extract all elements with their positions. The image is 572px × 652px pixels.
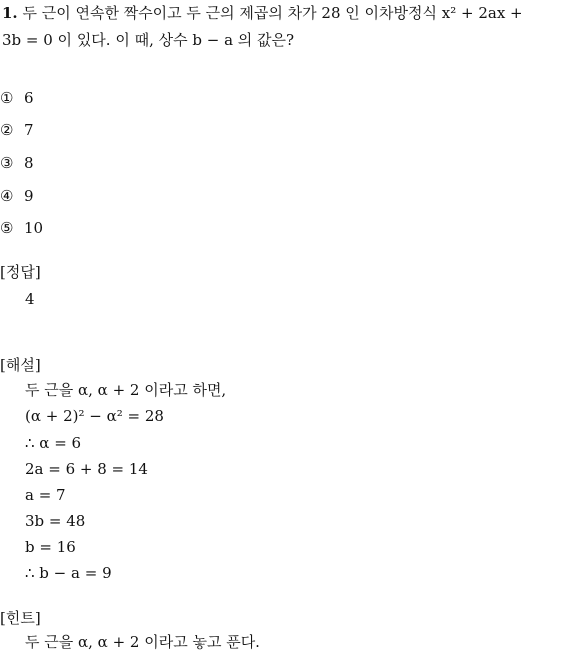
choice-2[interactable] [0, 120, 34, 140]
answer-value: 4 [25, 290, 35, 308]
explanation-line-3: ∴ α = 6 [25, 434, 82, 452]
explanation-line-2: (α + 2)² − α² = 28 [25, 407, 164, 425]
choice-mark-5: ⑤ [0, 219, 14, 237]
choice-mark-4: ④ [0, 187, 14, 205]
choice-1[interactable] [0, 88, 34, 108]
choice-value-1: 6 [24, 89, 34, 107]
choice-4[interactable] [0, 186, 34, 206]
explanation-label: [해설] [0, 356, 41, 374]
explanation-line-7: b = 16 [25, 538, 76, 556]
choice-mark-2: ② [0, 121, 14, 139]
choice-mark-1: ① [0, 89, 14, 107]
explanation-line-4: 2a = 6 + 8 = 14 [25, 460, 148, 478]
choice-3[interactable] [0, 153, 34, 173]
question-number: 1. [2, 4, 18, 22]
explanation-line-6: 3b = 48 [25, 512, 86, 530]
explanation-line-1: 두 근을 α, α + 2 이라고 하면, [25, 381, 227, 399]
hint-label: [힌트] [0, 609, 41, 627]
question-line-2: 3b = 0 이 있다. 이 때, 상수 b − a 의 값은? [2, 31, 295, 49]
question-line-1 [2, 3, 523, 23]
explanation-line-8: ∴ b − a = 9 [25, 564, 112, 582]
answer-label: [정답] [0, 263, 41, 281]
question-text-1: 두 근이 연속한 짝수이고 두 근의 제곱의 차가 28 인 이차방정식 x² + 2ax + [22, 4, 523, 22]
choice-value-2: 7 [24, 121, 34, 139]
hint-text: 두 근을 α, α + 2 이라고 놓고 푼다. [25, 633, 260, 651]
choice-value-5: 10 [24, 219, 44, 237]
explanation-line-5: a = 7 [25, 486, 66, 504]
choice-5[interactable] [0, 218, 43, 238]
choice-mark-3: ③ [0, 154, 14, 172]
choice-value-3: 8 [24, 154, 34, 172]
choice-value-4: 9 [24, 187, 34, 205]
